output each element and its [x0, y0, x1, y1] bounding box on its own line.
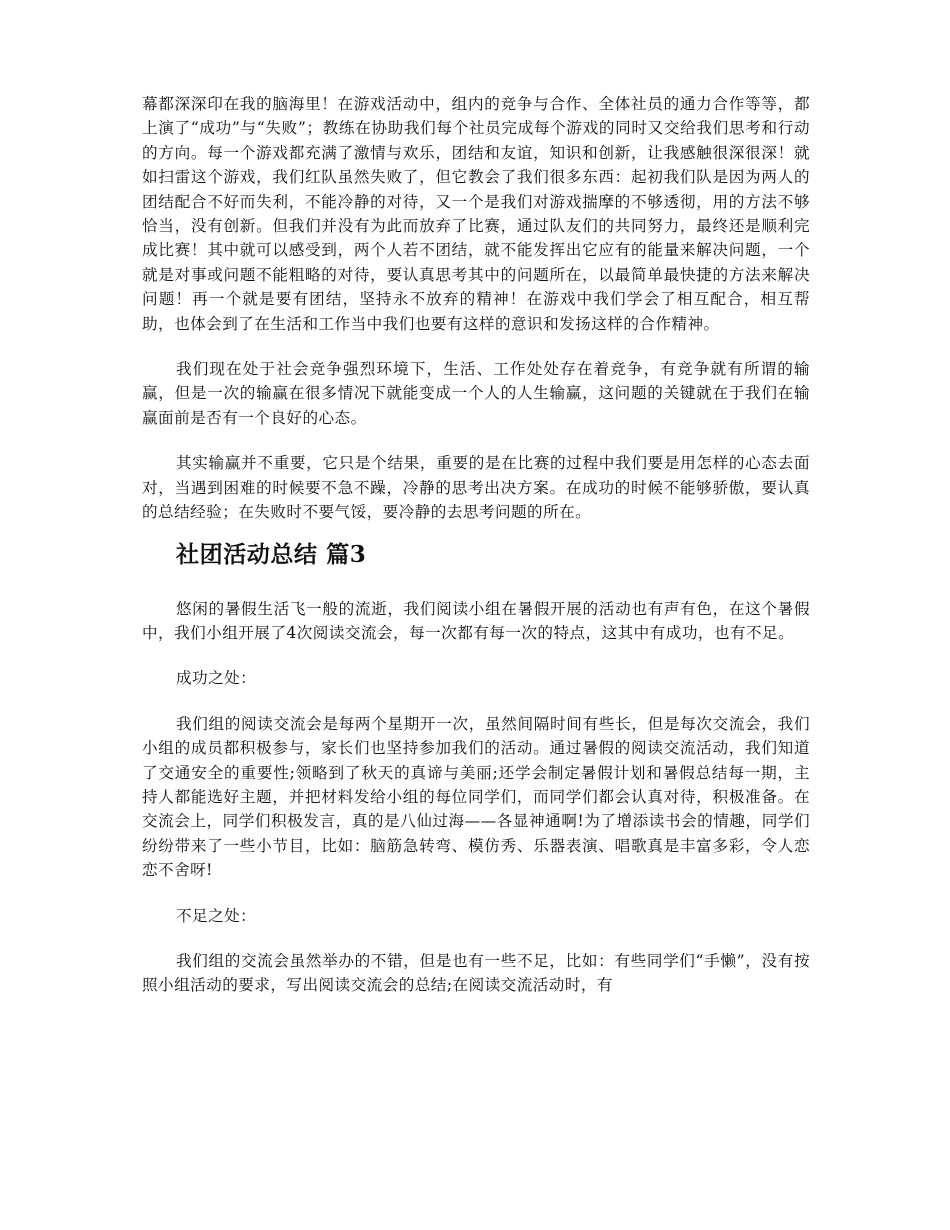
paragraph-summer-intro: 悠闲的暑假生活飞一般的流逝，我们阅读小组在暑假开展的活动也有声有色，在这个暑假中，我们小组开展了4次阅读交流会，每一次都有每一次的特点，这其中有成功，也有不足。 [142, 599, 810, 642]
paragraph-competition: 我们现在处于社会竞争强烈环境下，生活、工作处处存在着竞争，有竞争就有所谓的输赢，但是一次的输赢在很多情况下就能变成一个人的人生输赢，这问题的关键就在于我们在输赢面前是否有一个良好的心态。 [142, 360, 810, 427]
document-page [142, 92, 810, 998]
paragraph-continued: 幕都深深印在我的脑海里！在游戏活动中，组内的竞争与合作、全体社员的通力合作等等，都上演了“成功”与“失败”；教练在协助我们每个社员完成每个游戏的同时又交给我们思考和行动的方向。每一个游戏都充满了激情与欢乐，团结和友谊，知识和创新，让我感触很深很深！就如扫雷这个游戏，我们红队虽然失败了，但它教会了我们很多东西：起初我们队是因为两人的团结配合不好而失利，不能冷静的对待，又一个是我们对游戏揣摩的不够透彻，用的方法不够恰当，没有创新。但我们并没有为此而放弃了比赛，通过队友们的共同努力，最终还是顺利完成比赛！其中就可以感受到，两个人若不团结，就不能发挥出它应有的能量来解决问题，一个就是对事或问题不能粗略的对待，要认真思考其中的问题所在，以最简单最快捷的方法来解决问题！再一个就是要有团结，坚持永不放弃的精神！在游戏中我们学会了相互配合，相互帮助，也体会到了在生活和工作当中我们也要有这样的意识和发扬这样的合作精神。 [142, 95, 810, 333]
section-heading: 社团活动总结 篇3 [176, 540, 367, 568]
subheading-shortcomings: 不足之处： [176, 906, 257, 925]
paragraph-win-lose: 其实输赢并不重要，它只是个结果，重要的是在比赛的过程中我们要是用怎样的心态去面对，当遇到困难的时候要不急不躁，冷静的思考出决方案。在成功的时候不能够骄傲，要认真的总结经验；在失败时不要气馁，要冷静的去思考问题的所在。 [142, 454, 810, 522]
subheading-success: 成功之处： [176, 669, 257, 688]
paragraph-success: 我们组的阅读交流会是每两个星期开一次，虽然间隔时间有些长，但是每次交流会，我们小组的成员都积极参与，家长们也坚持参加我们的活动。通过暑假的阅读交流活动，我们知道了交通安全的重要性;领略到了秋天的真谛与美丽;还学会制定暑假计划和暑假总结每一期，主持人都能选好主题，并把材料发给小组的每位同学们，而同学们都会认真对待，积极准备。在交流会上，同学们积极发言，真的是八仙过海——各显神通啊!为了增添读书会的情趣，同学们纷纷带来了一些小节目，比如：脑筋急转弯、模仿秀、乐器表演、唱歌真是丰富多彩，令人恋恋不舍呀! [142, 714, 810, 880]
paragraph-shortcomings: 我们组的交流会虽然举办的不错，但是也有一些不足，比如：有些同学们“手懒”，没有按照小组活动的要求，写出阅读交流会的总结;在阅读交流活动时，有 [142, 951, 810, 995]
